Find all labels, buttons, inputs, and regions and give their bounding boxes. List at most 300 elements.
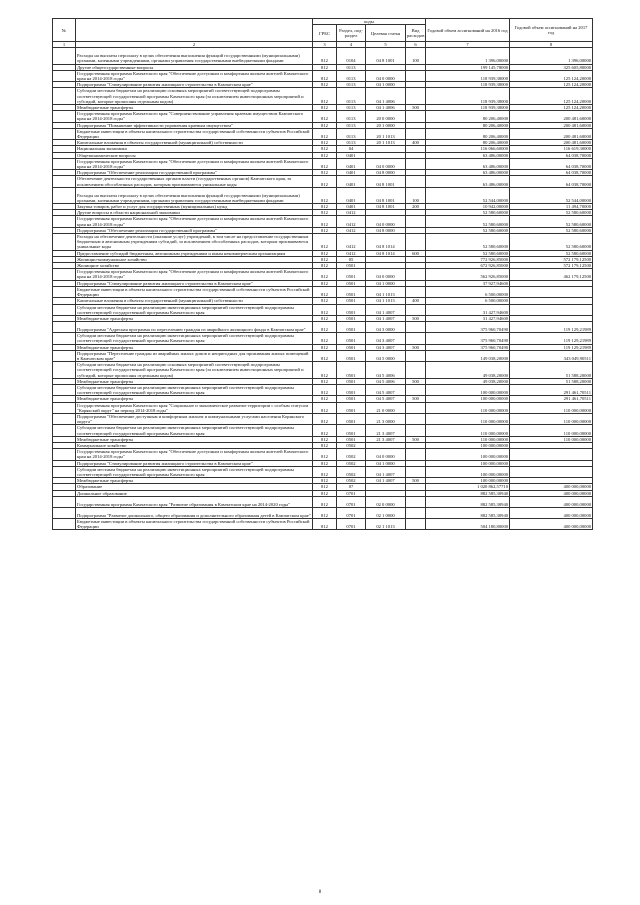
table-row	[53, 413, 593, 424]
grbs-cell: 812	[313, 70, 337, 81]
row-name-cell: Государственная программа Камчатского края "Совершенствование управления краевым имуществом Камчатского края на 2014-2018 годы"	[76, 111, 313, 122]
row-num-cell	[53, 48, 76, 64]
row-num-cell	[53, 333, 76, 344]
razdel-cell: 0501	[337, 413, 366, 424]
cs-cell: 04 5 4006	[366, 378, 406, 384]
amount-2016-cell: 118 939,38000	[426, 88, 510, 105]
row-name-cell: Подпрограмма "Стимулирование развития жилищного строительства в Камчатском крае"	[76, 82, 313, 88]
razdel-cell: 0501	[337, 425, 366, 436]
row-name-cell: Государственная программа Камчатского края "Развитие образования в Камчатском крае на 2014-2020 годы"	[76, 496, 313, 507]
row-num-cell	[53, 111, 76, 122]
table-row	[53, 88, 593, 105]
grbs-cell: 812	[313, 350, 337, 361]
row-name-cell: Национальная экономика	[76, 146, 313, 152]
razdel-cell: 0502	[337, 460, 366, 466]
row-name-cell: Подпрограмма "Обеспечение реализации государственной программы"	[76, 170, 313, 176]
cs-cell: 04 3 0000	[366, 322, 406, 333]
amount-2017-cell: 1 396,00000	[510, 48, 593, 64]
amount-2016-cell: 80 206,40000	[426, 128, 510, 139]
cs-cell: 04 1 4006	[366, 88, 406, 105]
grbs-cell: 812	[313, 402, 337, 413]
vr-cell	[406, 466, 426, 477]
razdel-cell: 0502	[337, 466, 366, 477]
vr-cell	[406, 333, 426, 344]
cs-cell: 04 8 1014	[366, 250, 406, 256]
row-name-cell: Субсидии местным бюджетам на реализацию инвестиционных мероприятий соответствующей подпрограммы соответствующей государственной программы Камчатского края	[76, 304, 313, 315]
grbs-cell: 812	[313, 384, 337, 395]
razdel-cell: 0113	[337, 64, 366, 70]
grbs-cell: 812	[313, 187, 337, 203]
amount-2016-cell: 63 486,00000	[426, 158, 510, 169]
amount-2017-cell: 119 129,21989	[510, 344, 593, 350]
col-2016-header: Годовой объем ассигнований на 2016 год	[426, 19, 510, 42]
amount-2016-cell: 52 580,60000	[426, 210, 510, 216]
table-row	[53, 384, 593, 395]
razdel-cell: 0113	[337, 122, 366, 128]
grbs-cell: 812	[313, 176, 337, 187]
row-name-cell: Другие общегосударственные вопросы	[76, 64, 313, 70]
table-row	[53, 322, 593, 333]
grbs-cell: 812	[313, 48, 337, 64]
cs-cell: 04 8 1001	[366, 48, 406, 64]
amount-2017-cell: 52 580,60000	[510, 216, 593, 227]
vr-cell	[406, 449, 426, 460]
cs-cell: 21 3 4007	[366, 436, 406, 442]
column-number: 8	[510, 42, 593, 48]
row-name-cell: Подпрограмма "Обеспечение доступным и комфортным жильем и коммунальными услугами населения Корякского округа"	[76, 413, 313, 424]
amount-2016-cell: 118 939,38000	[426, 82, 510, 88]
row-num-cell	[53, 507, 76, 518]
grbs-cell: 812	[313, 315, 337, 321]
row-num-cell	[53, 384, 76, 395]
table-row	[53, 402, 593, 413]
table-row	[53, 507, 593, 518]
vr-cell	[406, 362, 426, 379]
vr-cell	[406, 496, 426, 507]
razdel-cell: 0501	[337, 322, 366, 333]
vr-cell	[406, 413, 426, 424]
grbs-cell: 812	[313, 250, 337, 256]
amount-2017-cell: 200 481,60000	[510, 122, 593, 128]
amount-2017-cell: 125 124,20000	[510, 105, 593, 111]
row-num-cell	[53, 234, 76, 251]
amount-2017-cell: 462 179,12500	[510, 269, 593, 280]
vr-cell	[406, 286, 426, 297]
table-row	[53, 496, 593, 507]
razdel-cell: 0113	[337, 140, 366, 146]
row-name-cell: Подпрограмма "Стимулирование развития жилищного строительства в Камчатском крае"	[76, 460, 313, 466]
amount-2016-cell: 375 960,70490	[426, 344, 510, 350]
cs-cell: 21 0 0000	[366, 402, 406, 413]
grbs-cell: 812	[313, 128, 337, 139]
grbs-cell: 812	[313, 496, 337, 507]
table-row	[53, 425, 593, 436]
grbs-cell: 812	[313, 204, 337, 210]
razdel-cell: 0412	[337, 234, 366, 251]
razdel-cell: 0501	[337, 263, 366, 269]
razdel-cell: 0401	[337, 204, 366, 210]
razdel-cell: 0501	[337, 402, 366, 413]
razdel-cell: 0502	[337, 478, 366, 484]
row-name-cell: Коммунальное хозяйство	[76, 442, 313, 448]
amount-2016-cell: 118 939,38000	[426, 70, 510, 81]
amount-2017-cell: 125 124,20000	[510, 82, 593, 88]
grbs-cell: 812	[313, 362, 337, 379]
amount-2016-cell: 63 486,00000	[426, 170, 510, 176]
amount-2016-cell: 882 585,30940	[426, 490, 510, 496]
amount-2017-cell: 64 038,70000	[510, 170, 593, 176]
amount-2017-cell: 52 580,60000	[510, 250, 593, 256]
amount-2017-cell: 110 000,00000	[510, 402, 593, 413]
grbs-cell: 812	[313, 466, 337, 477]
row-name-cell: Обеспечение деятельности государственных органов власти (государственных органов) Камчатского края, за исключением обособленных расходов, которым присваиваются уникальные коды	[76, 176, 313, 187]
razdel-cell: 0401	[337, 158, 366, 169]
razdel-cell: 0502	[337, 449, 366, 460]
amount-2017-cell: 572 179,12500	[510, 263, 593, 269]
amount-2016-cell: 52 580,60000	[426, 234, 510, 251]
amount-2017-cell: 200 481,60000	[510, 128, 593, 139]
amount-2016-cell: 52 544,00000	[426, 187, 510, 203]
razdel-cell: 0113	[337, 70, 366, 81]
cs-cell: 04 8 0000	[366, 170, 406, 176]
table-row	[53, 333, 593, 344]
amount-2016-cell: 772 926,85000	[426, 256, 510, 262]
amount-2016-cell: 31 427,94600	[426, 304, 510, 315]
cs-cell: 04 3 4007	[366, 344, 406, 350]
cs-cell: 04 1 0000	[366, 82, 406, 88]
amount-2016-cell: 1 020 862,57710	[426, 484, 510, 490]
cs-cell: 04 1 4007	[366, 304, 406, 315]
razdel-cell: 0412	[337, 216, 366, 227]
grbs-cell: 812	[313, 378, 337, 384]
row-name-cell: Государственная программа Камчатского края "Обеспечение доступным и комфортным жильем жителей Камчатского края на 2014-2018 годы"	[76, 269, 313, 280]
amount-2017-cell: 11 494,70000	[510, 204, 593, 210]
razdel-cell: 0104	[337, 48, 366, 64]
razdel-cell: 0401	[337, 176, 366, 187]
table-row	[53, 362, 593, 379]
row-name-cell: Межбюджетные трансферты	[76, 105, 313, 111]
page-number: 8	[318, 890, 322, 895]
razdel-cell: 0113	[337, 88, 366, 105]
grbs-cell: 812	[313, 158, 337, 169]
budget-table-page	[52, 18, 592, 530]
row-num-cell	[53, 425, 76, 436]
razdel-cell: 04	[337, 146, 366, 152]
grbs-cell: 812	[313, 280, 337, 286]
amount-2017-cell: 119 129,21989	[510, 333, 593, 344]
row-name-cell: Подпрограмма "Адресная программа по переселению граждан из аварийного жилищного фонда в Камчатском крае"	[76, 322, 313, 333]
amount-2016-cell: 80 206,40000	[426, 140, 510, 146]
vr-cell: 600	[406, 250, 426, 256]
vr-cell: 400	[406, 298, 426, 304]
row-name-cell: Субсидии местным бюджетам на реализацию инвестиционных мероприятий соответствующей подпрограммы соответствующей государственной программы Камчатского края	[76, 425, 313, 436]
row-name-cell: Расходы на обеспечение деятельности (оказание услуг) учреждений, в том числе на предоставление государственным бюджетным и автономным учреждениям субсидий, за исключением обособленных расходов, которым присваиваются уникальные коды	[76, 234, 313, 251]
cs-cell: 04 8 0000	[366, 227, 406, 233]
amount-2016-cell: 672 926,85000	[426, 263, 510, 269]
grbs-cell: 812	[313, 322, 337, 333]
amount-2017-cell: 52 580,60000	[510, 210, 593, 216]
row-name-cell: Субсидии местным бюджетам на реализацию инвестиционных мероприятий соответствующей подпрограммы соответствующей государственной программы Камчатского края	[76, 333, 313, 344]
row-num-cell	[53, 128, 76, 139]
row-num-cell	[53, 362, 76, 379]
razdel-cell: 0401	[337, 187, 366, 203]
grbs-cell: 812	[313, 484, 337, 490]
razdel-cell: 0412	[337, 227, 366, 233]
grbs-cell: 812	[313, 413, 337, 424]
cs-cell: 04 5 4007	[366, 384, 406, 395]
column-number: 5	[366, 42, 406, 48]
amount-2016-cell: 110 000,00000	[426, 413, 510, 424]
amount-2016-cell: 49 038,20000	[426, 378, 510, 384]
table-row	[53, 304, 593, 315]
row-name-cell: Общеэкономические вопросы	[76, 152, 313, 158]
amount-2016-cell: 110 000,00000	[426, 402, 510, 413]
razdel-cell: 0501	[337, 286, 366, 297]
amount-2017-cell: 291 461,70511	[510, 396, 593, 402]
row-name-cell: Межбюджетные трансферты	[76, 378, 313, 384]
grbs-cell: 812	[313, 304, 337, 315]
cs-cell: 20 1 1013	[366, 140, 406, 146]
table-row	[53, 466, 593, 477]
table-row	[53, 187, 593, 203]
razdel-cell: 0113	[337, 82, 366, 88]
row-num-cell	[53, 176, 76, 187]
amount-2017-cell: 125 124,20000	[510, 88, 593, 105]
grbs-cell: 812	[313, 263, 337, 269]
grbs-cell: 812	[313, 507, 337, 518]
amount-2016-cell: 52 580,60000	[426, 250, 510, 256]
amount-2017-cell: 125 124,20000	[510, 70, 593, 81]
razdel-cell: 0501	[337, 362, 366, 379]
razdel-cell: 0501	[337, 298, 366, 304]
amount-2017-cell: 325 605,80000	[510, 64, 593, 70]
row-num-cell	[53, 350, 76, 361]
amount-2016-cell: 116 066,60000	[426, 146, 510, 152]
cs-cell: 02 1 1013	[366, 518, 406, 529]
vr-cell: 100	[406, 187, 426, 203]
grbs-cell: 812	[313, 111, 337, 122]
amount-2016-cell: 6 500,00000	[426, 286, 510, 297]
amount-2016-cell: 375 960,70490	[426, 322, 510, 333]
vr-cell	[406, 322, 426, 333]
row-name-cell: Государственная программа Камчатского края "Обеспечение доступным и комфортным жильем жителей Камчатского края на 2014-2018 годы"	[76, 70, 313, 81]
table-row	[53, 269, 593, 280]
amount-2016-cell: 52 580,60000	[426, 216, 510, 227]
grbs-cell: 812	[313, 490, 337, 496]
col-vr-header: Вид расходов	[406, 25, 426, 42]
amount-2017-cell: 52 544,00000	[510, 187, 593, 203]
row-name-cell: Межбюджетные трансферты	[76, 478, 313, 484]
amount-2016-cell: 100 000,00000	[426, 442, 510, 448]
grbs-cell: 812	[313, 449, 337, 460]
amount-2017-cell: 52 580,60000	[510, 227, 593, 233]
table-row	[53, 286, 593, 297]
row-name-cell: Образование	[76, 484, 313, 490]
amount-2016-cell: 1 396,00000	[426, 48, 510, 64]
grbs-cell: 812	[313, 170, 337, 176]
razdel-cell: 05	[337, 256, 366, 262]
row-name-cell: Дошкольное образование	[76, 490, 313, 496]
razdel-cell: 0412	[337, 250, 366, 256]
grbs-cell: 812	[313, 216, 337, 227]
amount-2016-cell: 199 145,78000	[426, 64, 510, 70]
grbs-cell: 812	[313, 442, 337, 448]
razdel-cell: 0113	[337, 128, 366, 139]
table-row	[53, 70, 593, 81]
row-num-cell	[53, 413, 76, 424]
amount-2017-cell: 200 481,60000	[510, 140, 593, 146]
grbs-cell: 812	[313, 152, 337, 158]
amount-2016-cell: 6 500,00000	[426, 298, 510, 304]
vr-cell	[406, 128, 426, 139]
row-name-cell: Бюджетные инвестиции в объекты капитального строительства государственной собственности субъектов Российской Федерации	[76, 518, 313, 529]
grbs-cell: 812	[313, 333, 337, 344]
row-num-cell	[53, 187, 76, 203]
vr-cell	[406, 88, 426, 105]
amount-2017-cell: 200 481,60000	[510, 111, 593, 122]
row-num-cell	[53, 449, 76, 460]
razdel-cell: 07	[337, 484, 366, 490]
grbs-cell: 812	[313, 518, 337, 529]
row-name-cell: Расходы на выплаты персоналу в целях обеспечения выполнения функций государственными (муниципальными) органами, казенными учреждениями, органами управления государственными внебюджетными фондами	[76, 187, 313, 203]
amount-2017-cell: 119 129,21989	[510, 322, 593, 333]
grbs-cell: 812	[313, 425, 337, 436]
table-row	[53, 158, 593, 169]
cs-cell: 20 1 0000	[366, 122, 406, 128]
cs-cell: 02 0 0000	[366, 496, 406, 507]
row-num-cell	[53, 322, 76, 333]
amount-2016-cell: 110 000,00000	[426, 436, 510, 442]
vr-cell: 500	[406, 478, 426, 484]
vr-cell	[406, 111, 426, 122]
amount-2017-cell: 64 038,70000	[510, 176, 593, 187]
row-name-cell: Межбюджетные трансферты	[76, 396, 313, 402]
table-row	[53, 449, 593, 460]
grbs-cell: 812	[313, 234, 337, 251]
amount-2016-cell: 49 038,20000	[426, 362, 510, 379]
grbs-cell: 812	[313, 436, 337, 442]
column-number: 2	[76, 42, 313, 48]
amount-2017-cell: 110 000,00000	[510, 436, 593, 442]
grbs-cell: 812	[313, 256, 337, 262]
cs-cell: 04 0 0000	[366, 158, 406, 169]
amount-2016-cell: 10 942,00000	[426, 204, 510, 210]
row-num-cell	[53, 518, 76, 529]
amount-2017-cell: 64 038,70000	[510, 152, 593, 158]
cs-cell: 04 1 1013	[366, 286, 406, 297]
cs-cell: 20 0 0000	[366, 111, 406, 122]
row-num-cell	[53, 158, 76, 169]
cs-cell: 04 8 1001	[366, 187, 406, 203]
col-codes-header: коды	[313, 19, 426, 25]
row-name-cell: Подпрограмма "Переселение граждан из аварийных жилых домов и непригодных для проживания жилых помещений в Камчатском крае"	[76, 350, 313, 361]
razdel-cell: 0401	[337, 170, 366, 176]
vr-cell	[406, 350, 426, 361]
razdel-cell: 0501	[337, 378, 366, 384]
amount-2017-cell: 51 588,20000	[510, 378, 593, 384]
cs-cell: 20 1 1013	[366, 128, 406, 139]
amount-2017-cell: 400 000,00000	[510, 507, 593, 518]
row-name-cell: Подпрограмма "Повышение эффективности управления краевым имуществом"	[76, 122, 313, 128]
vr-cell	[406, 384, 426, 395]
amount-2017-cell: 400 000,00000	[510, 484, 593, 490]
row-num-cell	[53, 402, 76, 413]
amount-2016-cell: 562 926,85000	[426, 269, 510, 280]
budget-table	[52, 18, 593, 530]
cs-cell: 04 0 0000	[366, 269, 406, 280]
amount-2017-cell: 400 000,00000	[510, 490, 593, 496]
vr-cell	[406, 507, 426, 518]
grbs-cell: 812	[313, 396, 337, 402]
vr-cell: 500	[406, 378, 426, 384]
razdel-cell: 0501	[337, 269, 366, 280]
row-name-cell: Другие вопросы в области национальной экономики	[76, 210, 313, 216]
cs-cell: 04 0 0000	[366, 216, 406, 227]
razdel-cell: 0501	[337, 344, 366, 350]
cs-cell: 04 1 0000	[366, 460, 406, 466]
amount-2017-cell: 51 588,20000	[510, 362, 593, 379]
razdel-cell: 0701	[337, 507, 366, 518]
amount-2017-cell: 64 038,70000	[510, 158, 593, 169]
razdel-cell: 0501	[337, 384, 366, 395]
row-num-cell	[53, 286, 76, 297]
row-name-cell: Подпрограмма "Обеспечение реализации государственной программы"	[76, 227, 313, 233]
amount-2017-cell	[510, 304, 593, 315]
amount-2016-cell: 100 000,00000	[426, 460, 510, 466]
row-name-cell: Межбюджетные трансферты	[76, 436, 313, 442]
row-name-cell: Жилищное хозяйство	[76, 263, 313, 269]
amount-2016-cell: 80 206,40000	[426, 111, 510, 122]
cs-cell: 04 1 1013	[366, 298, 406, 304]
cs-cell: 04 1 4007	[366, 466, 406, 477]
amount-2017-cell: 400 000,00000	[510, 496, 593, 507]
amount-2016-cell: 375 960,70490	[426, 333, 510, 344]
row-num-cell	[53, 496, 76, 507]
amount-2016-cell: 63 486,00000	[426, 176, 510, 187]
amount-2017-cell: 572 179,12500	[510, 256, 593, 262]
row-name-cell: Жилищно-коммунальное хозяйство	[76, 256, 313, 262]
amount-2016-cell: 31 427,94600	[426, 315, 510, 321]
table-row	[53, 216, 593, 227]
row-name-cell: Субсидии местным бюджетам на реализацию основных мероприятий соответствующей подпрограммы соответствующей государственной программы Камчатского края (за исключением инвестиционных мероприятий и субсидий, которые прописаны отдельным кодом)	[76, 88, 313, 105]
col-grbs-header: ГРБС	[313, 25, 337, 42]
table-row	[53, 518, 593, 529]
grbs-cell: 812	[313, 88, 337, 105]
column-number: 6	[406, 42, 426, 48]
vr-cell	[406, 304, 426, 315]
grbs-cell: 812	[313, 269, 337, 280]
cs-cell: 04 0 0000	[366, 449, 406, 460]
cs-cell: 04 8 1001	[366, 176, 406, 187]
amount-2017-cell: 116 619,30000	[510, 146, 593, 152]
razdel-cell: 0501	[337, 350, 366, 361]
grbs-cell: 812	[313, 210, 337, 216]
cs-cell: 04 5 0000	[366, 350, 406, 361]
vr-cell	[406, 234, 426, 251]
cs-cell: 04 3 4007	[366, 333, 406, 344]
vr-cell	[406, 269, 426, 280]
cs-cell: 04 1 4007	[366, 315, 406, 321]
vr-cell	[406, 70, 426, 81]
razdel-cell: 0501	[337, 280, 366, 286]
row-name-cell: Межбюджетные трансферты	[76, 315, 313, 321]
row-name-cell: Капитальные вложения в объекты государственной (муниципальной) собственности	[76, 298, 313, 304]
row-num-cell	[53, 304, 76, 315]
vr-cell: 500	[406, 344, 426, 350]
table-row	[53, 111, 593, 122]
row-name-cell: Государственная программа Камчатского края "Обеспечение доступным и комфортным жильем жителей Камчатского края на 2014-2018 годы"	[76, 449, 313, 460]
row-name-cell: Межбюджетные трансферты	[76, 344, 313, 350]
